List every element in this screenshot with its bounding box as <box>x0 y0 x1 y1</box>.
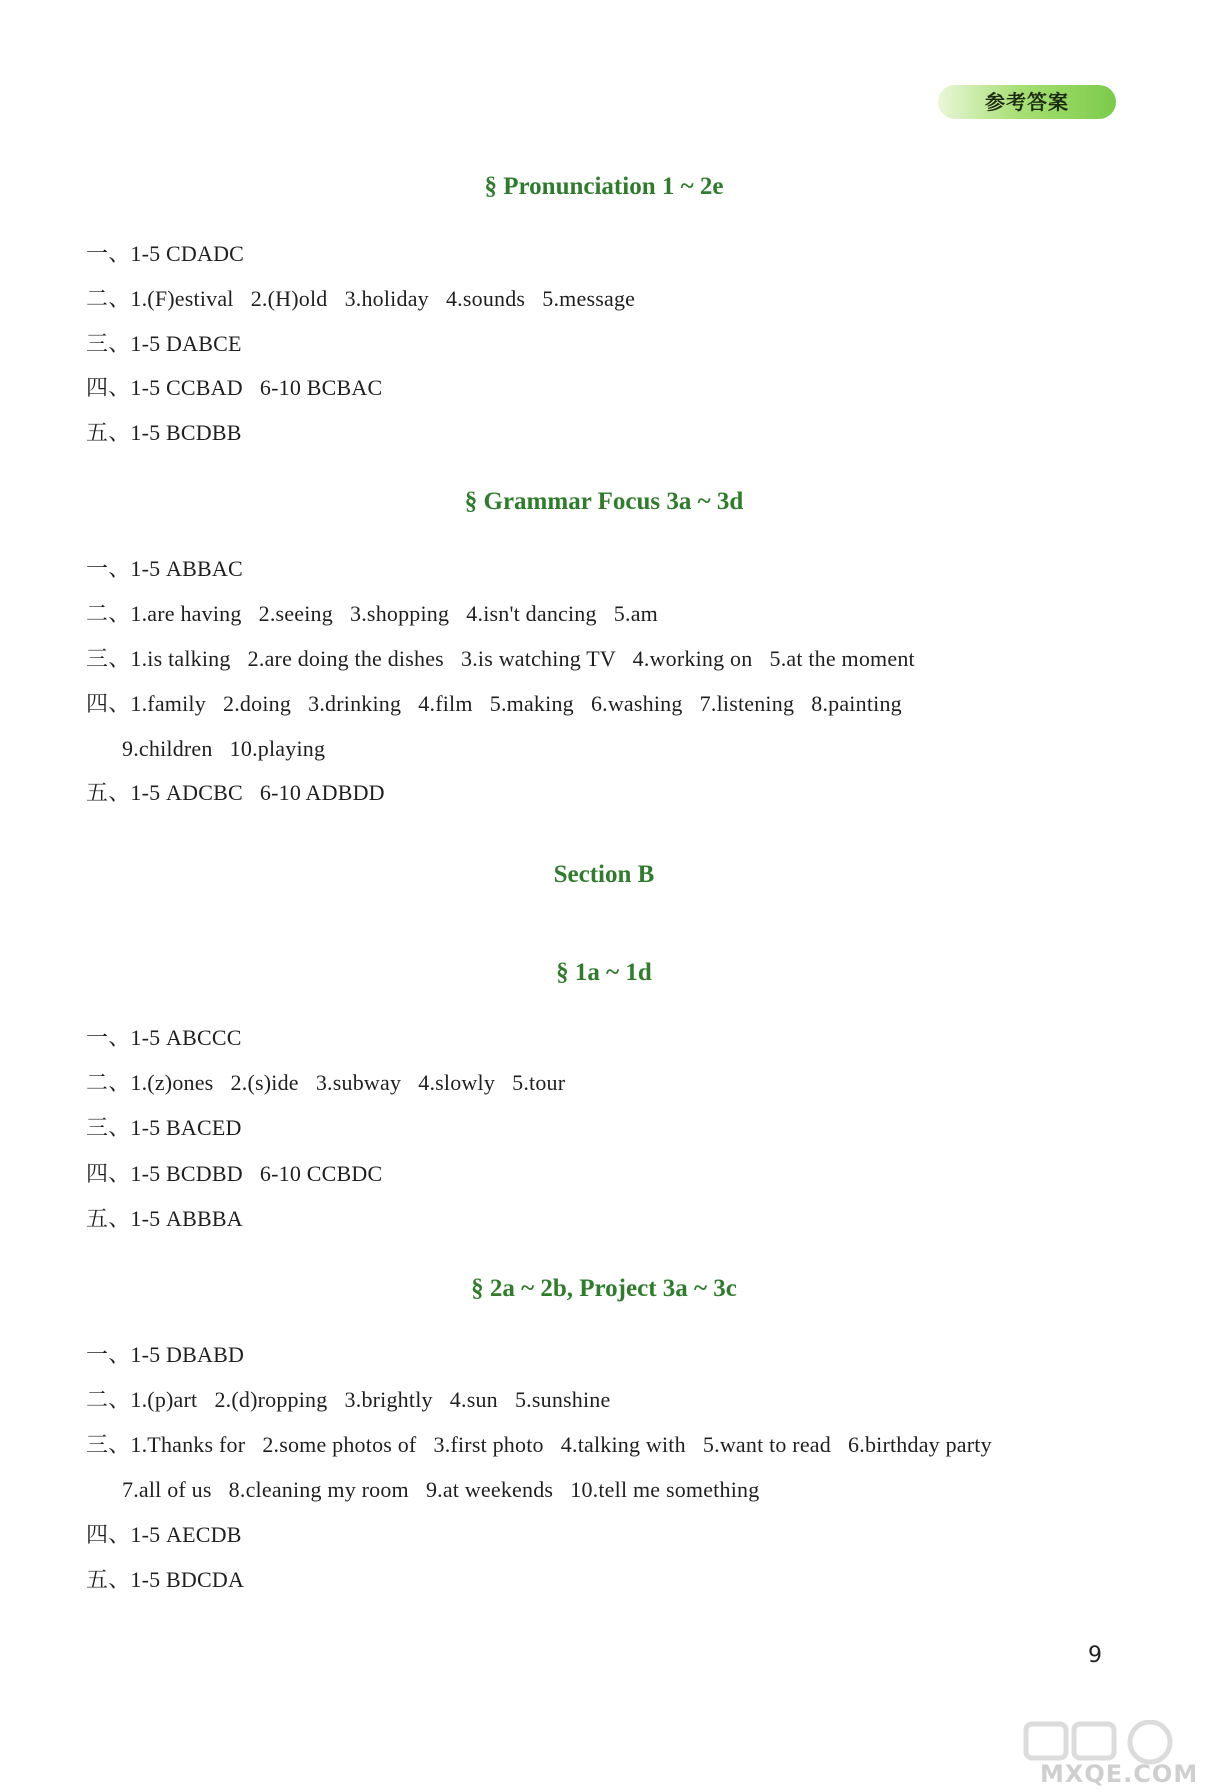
answer-line-continued: 9.children 10.playing <box>122 736 326 761</box>
answer-line: 三、1-5 BACED <box>86 1115 242 1140</box>
answer-line: 一、1-5 CDADC <box>86 241 245 266</box>
answer-line: 一、1-5 DBABD <box>86 1342 245 1367</box>
section-heading-pronunciation: § Pronunciation 1 ~ 2e <box>484 173 724 200</box>
answer-line: 五、1-5 ADCBC 6-10 ADBDD <box>86 780 385 805</box>
answer-line: 四、1.family 2.doing 3.drinking 4.film 5.making 6.washing 7.listening 8.painting <box>86 691 902 716</box>
answer-line: 五、1-5 BDCDA <box>86 1567 245 1592</box>
answer-line: 二、1.(p)art 2.(d)ropping 3.brightly 4.sun 5.sunshine <box>86 1387 611 1412</box>
section-heading-2a-2b-project: § 2a ~ 2b, Project 3a ~ 3c <box>471 1275 737 1302</box>
answer-line: 二、1.(F)estival 2.(H)old 3.holiday 4.sounds 5.message <box>86 286 636 311</box>
answer-line: 四、1-5 CCBAD 6-10 BCBAC <box>86 375 383 400</box>
answer-line: 一、1-5 ABCCC <box>86 1025 242 1050</box>
section-heading-1a-1d: § 1a ~ 1d <box>556 959 652 986</box>
page-number: 9 <box>1088 1643 1102 1668</box>
answer-line-continued: 7.all of us 8.cleaning my room 9.at weekends 10.tell me something <box>122 1477 760 1502</box>
answer-line: 三、1.is talking 2.are doing the dishes 3.is watching TV 4.working on 5.at the moment <box>86 646 915 671</box>
section-heading-grammar-focus: § Grammar Focus 3a ~ 3d <box>464 488 744 515</box>
section-b-heading: Section B <box>553 861 655 888</box>
answer-line: 四、1-5 BCDBD 6-10 CCBDC <box>86 1161 383 1186</box>
answer-line: 二、1.are having 2.seeing 3.shopping 4.isn't dancing 5.am <box>86 601 658 626</box>
answer-line: 一、1-5 ABBAC <box>86 556 243 581</box>
answer-line: 三、1.Thanks for 2.some photos of 3.first photo 4.talking with 5.want to read 6.birthday party <box>86 1432 992 1457</box>
answer-line: 四、1-5 AECDB <box>86 1522 242 1547</box>
answer-line: 五、1-5 ABBBA <box>86 1206 243 1231</box>
watermark-text: MXQE.COM <box>1040 1760 1199 1788</box>
answer-line: 五、1-5 BCDBB <box>86 420 242 445</box>
answer-key-badge: 参考答案 <box>938 85 1116 119</box>
answer-line: 三、1-5 DABCE <box>86 331 242 356</box>
answer-line: 二、1.(z)ones 2.(s)ide 3.subway 4.slowly 5.tour <box>86 1070 566 1095</box>
